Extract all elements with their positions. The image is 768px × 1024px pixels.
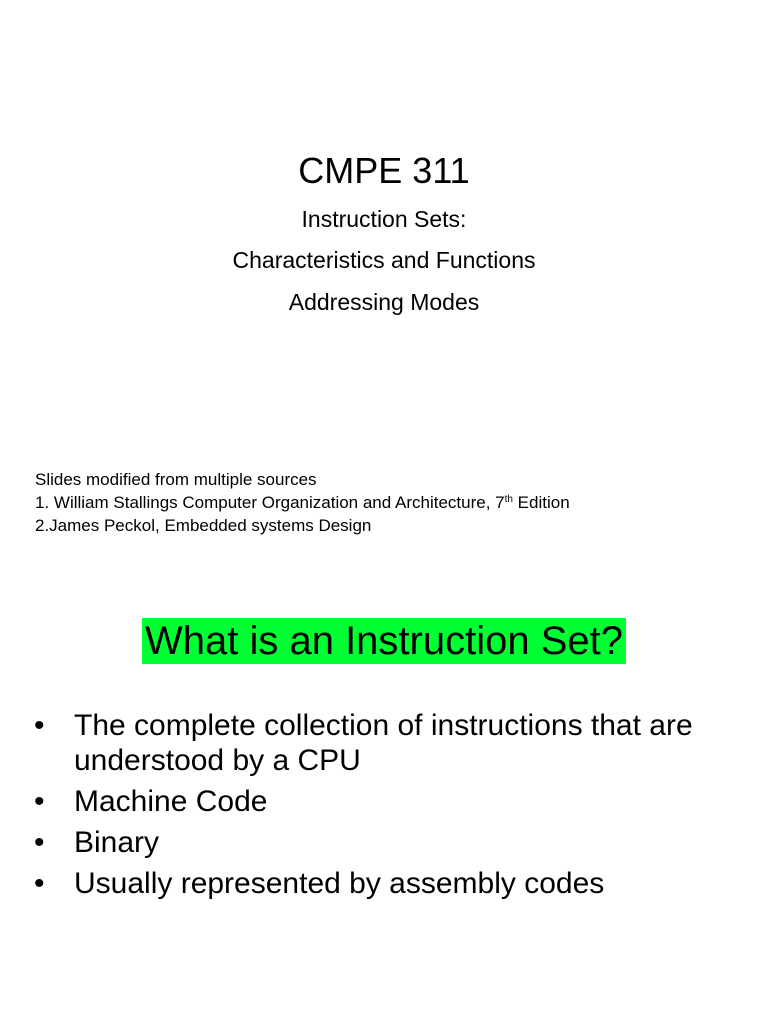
list-item: [28, 866, 748, 901]
instruction-set-slide: [0, 580, 768, 1024]
sources-credits: [35, 468, 735, 537]
bullet-icon: •: [34, 826, 45, 859]
bullet-icon: •: [34, 785, 45, 818]
credits-source-1-suffix: Edition: [512, 493, 570, 512]
bullet-text: Machine Code: [74, 785, 268, 818]
credits-source-1-text: 1. William Stallings Computer Organization and Architecture, 7: [35, 493, 505, 512]
bullet-icon: •: [34, 709, 45, 742]
course-title: CMPE 311: [298, 150, 470, 191]
bullet-text: Binary: [74, 826, 160, 859]
slide-title-wrapper: [0, 618, 768, 664]
bullet-text: Usually represented by assembly codes: [74, 867, 605, 900]
subtitle-instruction-sets: Instruction Sets:: [301, 206, 467, 232]
bullet-text: The complete collection of instructions that are understood by a CPU: [74, 709, 693, 777]
list-item: [28, 784, 748, 819]
credits-intro: Slides modified from multiple sources: [35, 470, 317, 489]
list-item: [28, 708, 748, 778]
bullet-icon: •: [34, 867, 45, 900]
subtitle-characteristics: Characteristics and Functions: [232, 247, 536, 273]
slide-title: What is an Instruction Set?: [142, 618, 626, 664]
credits-source-2: 2.James Peckol, Embedded systems Design: [35, 516, 372, 535]
credits-source-1-ordinal: th: [504, 494, 513, 505]
bullet-list: [28, 708, 748, 907]
credits-source-1: [35, 491, 735, 514]
list-item: [28, 825, 748, 860]
subtitle-addressing-modes: Addressing Modes: [288, 289, 480, 315]
